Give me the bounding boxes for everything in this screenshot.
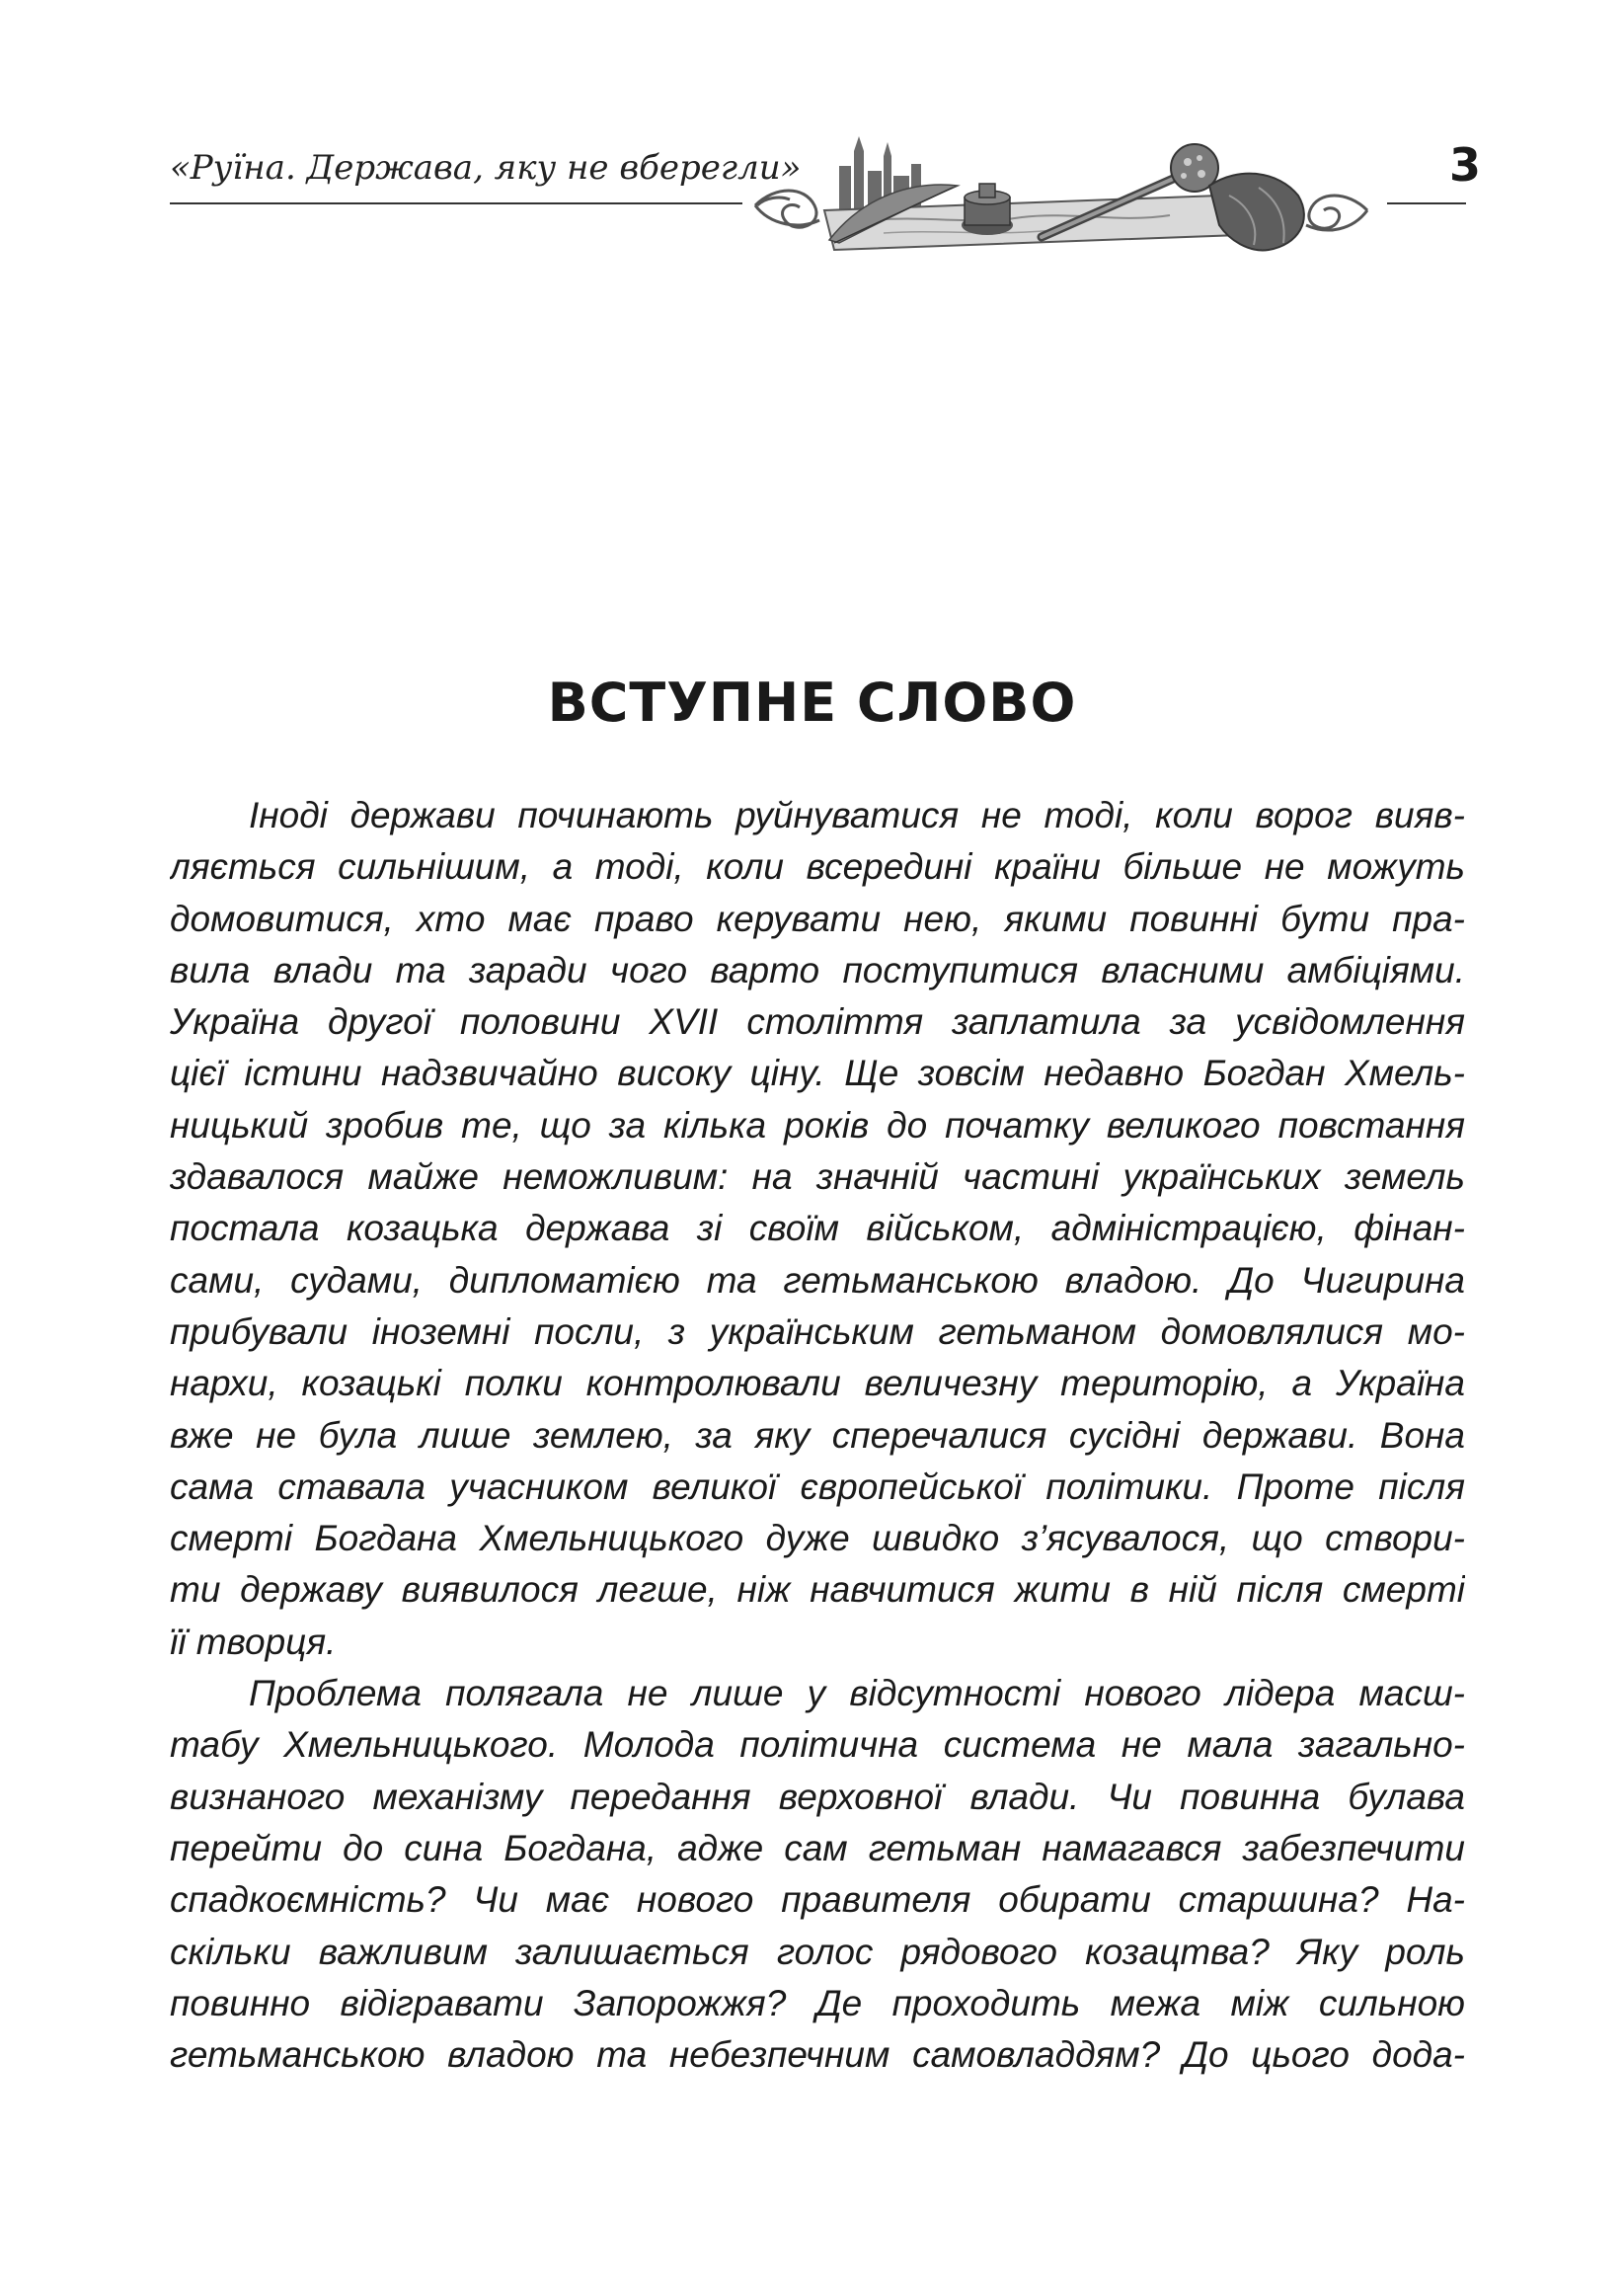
text-line: смерті Богдана Хмельницького дуже швидко з’ясувалося, що створи- [170,1518,1465,1559]
text-line: домовитися, хто має право керувати нею, якими повинні бути пра- [170,898,1465,939]
text-line: здавалося майже неможливим: на значній частині українських земель [170,1156,1465,1198]
text-line: цієї істини надзвичайно високу ціну. Ще зовсім недавно Богдан Хмель- [170,1053,1465,1094]
ornament-scroll-icon [1306,196,1367,230]
text-line: ницький зробив те, що за кілька років до початку великого повстання [170,1104,1465,1146]
ornament-scroll-icon [755,191,819,227]
text-line: спадкоємність? Чи має нового правителя обирати старшина? На- [170,1879,1465,1921]
text-line: ти державу виявилося легше, ніж навчитися жити в ній після смерті [170,1569,1465,1611]
page-header [0,0,1624,286]
header-vignette [745,126,1377,275]
text-line: нархи, козацькі полки контролювали величезну територію, а Україна [170,1363,1465,1404]
header-rule-right [1387,202,1466,204]
text-line: Проблема полягала не лише у відсутності нового лідера масш- [249,1673,1465,1714]
drapery-icon [1209,174,1304,251]
text-line: ляється сильнішим, а тоді, коли всередині країни більше не можуть [170,846,1465,888]
text-line: постала козацька держава зі своїм військом, адміністрацією, фінан- [170,1208,1465,1249]
text-line: скільки важливим залишається голос рядового козацтва? Яку роль [170,1931,1465,1972]
paragraph [170,1668,1465,2081]
text-line: вже не була лише землею, за яку сперечалися сусідні держави. Вона [170,1414,1465,1456]
page-number: 3 [1448,138,1481,192]
text-line: прибували іноземні посли, з українським гетьманом домовлялися мо- [170,1310,1465,1352]
text-line: гетьманською владою та небезпечним самовладдям? До цього дода- [170,2034,1465,2076]
inkwell-icon [962,184,1013,235]
text-line: табу Хмельницького. Молода політична система не мала загально- [170,1724,1465,1766]
text-line: сама ставала учасником великої європейської політики. Проте після [170,1465,1465,1507]
text-line: Україна другої половини XVII століття заплатила за усвідомлення [170,1001,1465,1043]
header-rule-left [170,202,742,204]
text-line: повинно відігравати Запорожжя? Де проходить межа між сильною [170,1982,1465,2023]
chapter-title: ВСТУПНЕ СЛОВО [547,672,1077,734]
text-line: її творця. [170,1621,337,1662]
text-line: сами, судами, дипломатією та гетьманською владою. До Чигирина [170,1259,1465,1301]
text-line: визнаного механізму передання верховної влади. Чи повинна булава [170,1776,1465,1817]
text-line: Іноді держави починають руйнуватися не тоді, коли ворог вияв- [249,795,1465,835]
text-line: перейти до сина Богдана, адже сам гетьман намагався забезпечити [170,1827,1465,1868]
paragraph [170,790,1465,1668]
running-title: «Руїна. Держава, яку не вберегли» [170,148,802,188]
body-text [170,790,1465,2081]
text-line: вила влади та заради чого варто поступитися власними амбіціями. [170,949,1465,990]
